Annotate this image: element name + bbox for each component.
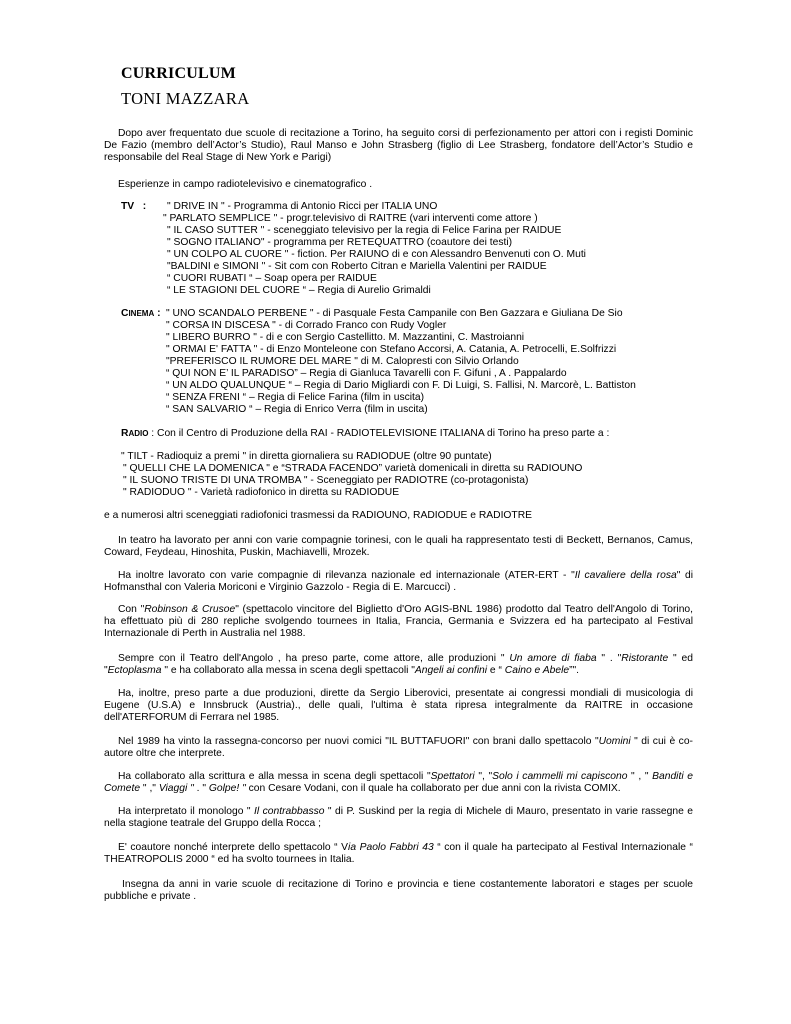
cinema-item: " CORSA IN DISCESA " - di Corrado Franco con Rudy Vogler [166,320,447,331]
radio-intro: RADIO : Con il Centro di Produzione della RAI - RADIOTELEVISIONE ITALIANA di Torino ha preso parte a : [121,428,610,439]
insegna-paragraph: Insegna da anni in varie scuole di recitazione di Torino e provincia e tiene costantemente laboratori e stages per scuole pubbliche e private . [104,879,693,903]
cinema-item: "PREFERISCO IL RUMORE DEL MARE " di M. Calopresti con Silvio Orlando [166,356,519,367]
person-name: TONI MAZZARA [121,89,250,108]
cinema-label: CINEMA : [121,308,161,319]
radio-item: " QUELLI CHE LA DOMENICA " e “STRADA FACENDO” varietà domenicali in diretta su RADIOUNO [123,463,583,474]
robinson-paragraph: Con "Robinson & Crusoe" (spettacolo vincitore del Biglietto d'Oro AGIS-BNL 1986) prodotto dal Teatro dell'Angolo di Torino, ha effettuato più di 280 repliche svolgendo tournees in Italia, Francia, Germania e Svizzera ed ha partecipato al Festival Internazionale di Perth in Australia nel 1988. [104,604,694,640]
cinema-item: “ SENZA FRENI “ – Regia di Felice Farina (film in uscita) [166,392,425,403]
tv-item: " UN COLPO AL CUORE " - fiction. Per RAIUNO di e con Alessandro Benvenuti con O. Muti [167,249,586,260]
cinema-item: " LIBERO BURRO " - di e con Sergio Castellitto. M. Mazzantini, C. Mastroianni [166,332,525,343]
document-title: CURRICULUM [121,65,236,82]
buttafuori-paragraph: Nel 1989 ha vinto la rassegna-concorso per nuovi comici "IL BUTTAFUORI" con brani dallo spettacolo "Uomini " di cui è co-autore oltre che interprete. [104,736,693,760]
radio-label: RADIO [121,428,149,439]
tv-item: " IL CASO SUTTER " - sceneggiato televisivo per la regia di Felice Farina per RAIDUE [167,225,562,236]
cinema-item: " UNO SCANDALO PERBENE " - di Pasquale Festa Campanile con Ben Gazzara e Giuliana De Sio [166,308,623,319]
cinema-item: “ SAN SALVARIO “ – Regia di Enrico Verra (film in uscita) [166,404,428,415]
tv-item: " SOGNO ITALIANO" - programma per RETEQUATTRO (coautore dei testi) [167,237,513,248]
tv-label: TV : [121,201,147,212]
tv-item: "BALDINI e SIMONI " - Sit com con Roberto Citran e Mariella Valentini per RAIDUE [167,261,547,272]
angolo-paragraph: Sempre con il Teatro dell'Angolo , ha preso parte, come attore, alle produzioni " Un amore di fiaba " . "Ristorante " ed "Ectoplasma " e ha collaborato alla messa in scena degli spettacoli "Angeli ai confini e “ Caino e Abele”". [104,653,693,677]
experience-heading: Esperienze in campo radiotelevisivo e cinematografico . [118,179,373,190]
fabbri-paragraph: E' coautore nonché interprete dello spettacolo “ Via Paolo Fabbri 43 “ con il quale ha partecipato al Festival Internazionale “ THEATROPOLIS 2000 “ ed ha svolto tournees in Italia. [104,842,693,866]
contrabbasso-paragraph: Ha interpretato il monologo " Il contrabbasso " di P. Suskind per la regia di Michele di Mauro, presentato in varie rassegne e nella stagione teatrale del Gruppo della Rocca ; [104,806,693,830]
radio-item: " IL SUONO TRISTE DI UNA TROMBA " - Sceneggiato per RADIOTRE (co-protagonista) [123,475,529,486]
cinema-item: “ UN ALDO QUALUNQUE “ – Regia di Dario Migliardi con F. Di Luigi, S. Fallisi, N. Marcorè, L. Battiston [166,380,636,391]
intro-paragraph: Dopo aver frequentato due scuole di recitazione a Torino, ha seguito corsi di perfezionamento per attori con i registi Dominic De Fazio (membro dell’Actor’s Studio), Raul Manso e John Strasberg (figlio di Lee Strasberg, fondatore dell’Actor’s Studio e responsabile del Real Stage di New York e Parigi) [104,128,693,164]
liberovici-paragraph: Ha, inoltre, preso parte a due produzioni, dirette da Sergio Liberovici, presentate ai congressi mondiali di musicologia di Eugene (U.S.A) e Innsbruck (Austria)., delle quali, l'ultima è stata ripresa integralmente da RAITRE in occasione dell'ATERFORUM di Ferrara nel 1985. [104,688,693,724]
tv-item: " DRIVE IN " - Programma di Antonio Ricci per ITALIA UNO [167,201,438,212]
radio-item: " RADIODUO " - Varietà radiofonico in diretta su RADIODUE [123,487,400,498]
teatro-paragraph: In teatro ha lavorato per anni con varie compagnie torinesi, con le quali ha rappresentato testi di Beckett, Bernanos, Camus, Coward, Feydeau, Hinoshita, Puskin, Machiavelli, Mrozek. [104,535,693,559]
ater-paragraph: Ha inoltre lavorato con varie compagnie di rilevanza nazionale ed internazionale (ATER-ERT - "Il cavaliere della rosa" di Hofmansthal con Valeria Moriconi e Virginio Gazzolo - Regia di E. Marcucci) . [104,570,693,594]
cinema-item: “ QUI NON E’ IL PARADISO” – Regia di Gianluca Tavarelli con F. Gifuni , A . Pappalardo [166,368,567,379]
cinema-item: " ORMAI E' FATTA " - di Enzo Monteleone con Stefano Accorsi, A. Catania, A. Petrocelli, E.Solfrizzi [166,344,617,355]
tv-item: “ LE STAGIONI DEL CUORE “ – Regia di Aurelio Grimaldi [167,285,431,296]
radio-item: " TILT - Radioquiz a premi " in diretta giornaliera su RADIODUE (oltre 90 puntate) [121,451,492,462]
comix-paragraph: Ha collaborato alla scrittura e alla messa in scena degli spettacoli "Spettatori ", "Solo i cammelli mi capiscono " , " Banditi e Comete " ," Viaggi " . " Golpe! " con Cesare Vodani, con il quale ha collaborato per due anni con la rivista COMIX. [104,771,693,795]
tv-item: " PARLATO SEMPLICE " - progr.televisivo di RAITRE (vari interventi come attore ) [163,213,538,224]
tv-item: “ CUORI RUBATI “ – Soap opera per RAIDUE [167,273,377,284]
radio-outro: e a numerosi altri sceneggiati radiofonici trasmessi da RADIOUNO, RADIODUE e RADIOTRE [104,510,533,521]
